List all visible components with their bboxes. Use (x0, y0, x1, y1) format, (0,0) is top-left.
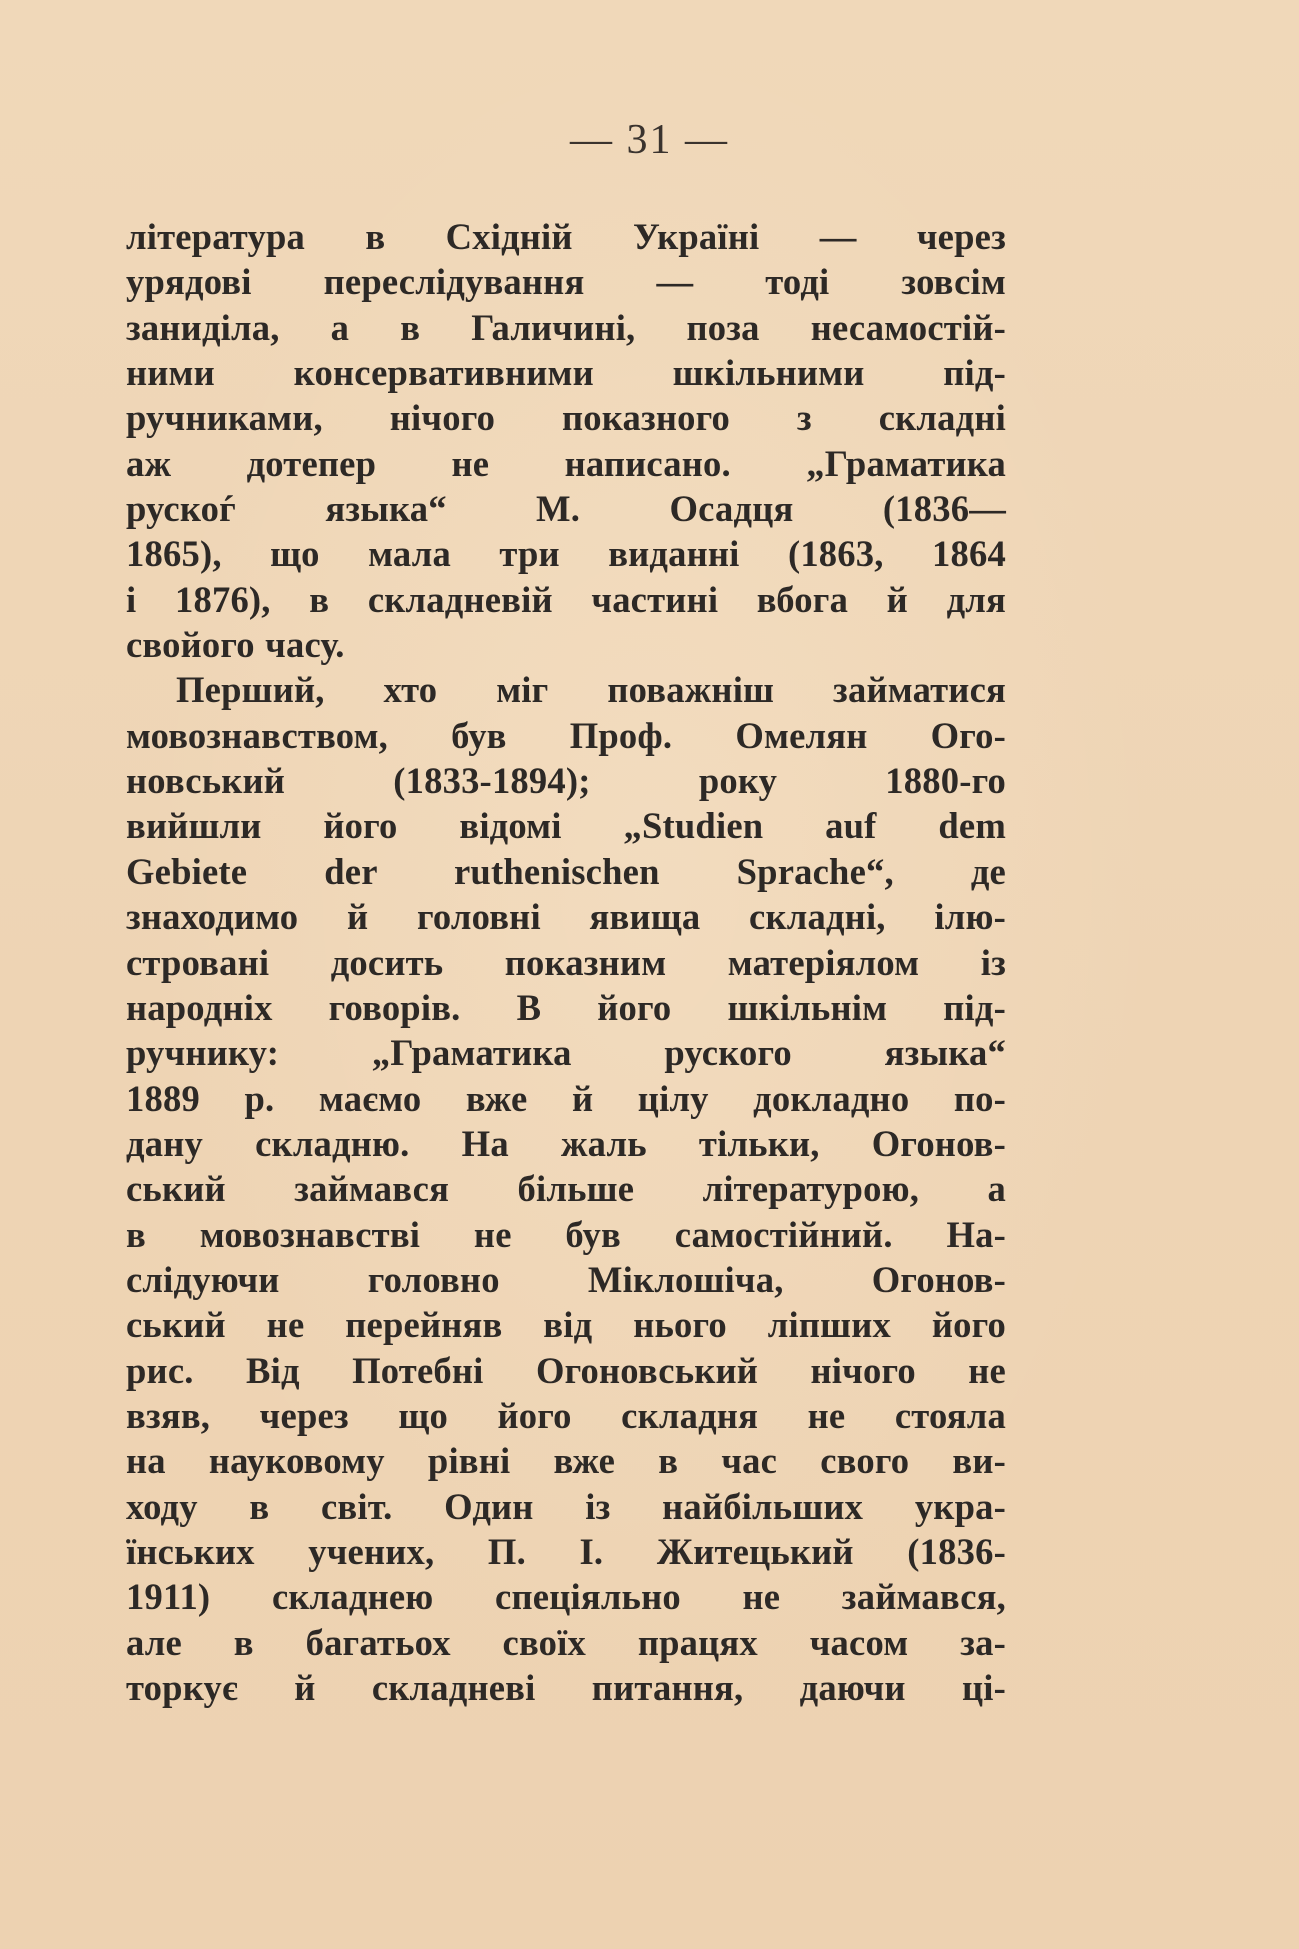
text-line: на науковому рівні вже в час свого ви- (126, 1440, 1006, 1482)
text-line: рис. Від Потебні Огоновський нічого не (126, 1349, 1006, 1391)
text-line: свойого часу. (126, 624, 345, 666)
text-line: ручниками, нічого показного з складні (126, 397, 1006, 439)
text-line: знаходимо й головні явища складні, ілю- (126, 896, 1006, 938)
page-number: — 31 — (570, 117, 729, 163)
text-line: торкує й складневі питання, даючи ці- (126, 1667, 1006, 1708)
text-line: взяв, через що його складня не стояла (126, 1394, 1006, 1436)
text-line: ручнику: „Граматика руского языка“ (126, 1032, 1006, 1074)
text-line: ський не перейняв від нього ліпших його (126, 1304, 1006, 1346)
text-line: ський займався більше літературою, а (126, 1168, 1006, 1210)
text-line: Перший, хто міг поважніш займатися (176, 669, 1006, 711)
text-line: новський (1833-1894); року 1880-го (126, 760, 1006, 802)
body-text (126, 214, 1006, 1710)
text-line: їнських учених, П. І. Житецький (1836- (126, 1530, 1006, 1572)
text-line: ними консервативними шкільними під- (126, 352, 1006, 394)
text-line: і 1876), в складневій частині вбога й для (126, 578, 1006, 620)
text-line: мовознавством, був Проф. Омелян Ого- (126, 714, 1006, 756)
text-line: 1911) складнею спеціяльно не займався, (126, 1576, 1006, 1618)
text-line: слідуючи головно Міклошіча, Огонов- (126, 1258, 1006, 1300)
text-line: література в Східній Україні — через (126, 216, 1006, 257)
text-line: 1865), що мала три виданні (1863, 1864 (126, 533, 1006, 575)
text-line: 1889 р. маємо вже й цілу докладно по- (126, 1077, 1006, 1119)
text-line: заниділа, а в Галичині, поза несамостій- (126, 306, 1006, 348)
text-line: вийшли його відомі „Studien auf dem (126, 805, 1006, 847)
text-line: в мовознавстві не був самостійний. На- (126, 1213, 1006, 1255)
text-line: рускоѓ языка“ М. Осадця (1836— (126, 488, 1006, 530)
paragraph-1 (126, 214, 1006, 667)
text-line: народніх говорів. В його шкільнім під- (126, 986, 1006, 1028)
text-line: урядові переслідування — тоді зовсім (126, 261, 1006, 303)
text-line: ходу в світ. Один із найбільших укра- (126, 1485, 1006, 1527)
text-line: але в багатьох своїх працях часом за- (126, 1621, 1006, 1663)
text-line: аж дотепер не написано. „Граматика (126, 442, 1006, 484)
text-line: Gebiete der ruthenischen Sprache“, де (126, 850, 1006, 892)
text-line: дану складню. На жаль тільки, Огонов- (126, 1122, 1006, 1164)
paragraph-2 (126, 667, 1006, 1710)
text-line: стровані досить показним матеріялом із (126, 941, 1006, 983)
